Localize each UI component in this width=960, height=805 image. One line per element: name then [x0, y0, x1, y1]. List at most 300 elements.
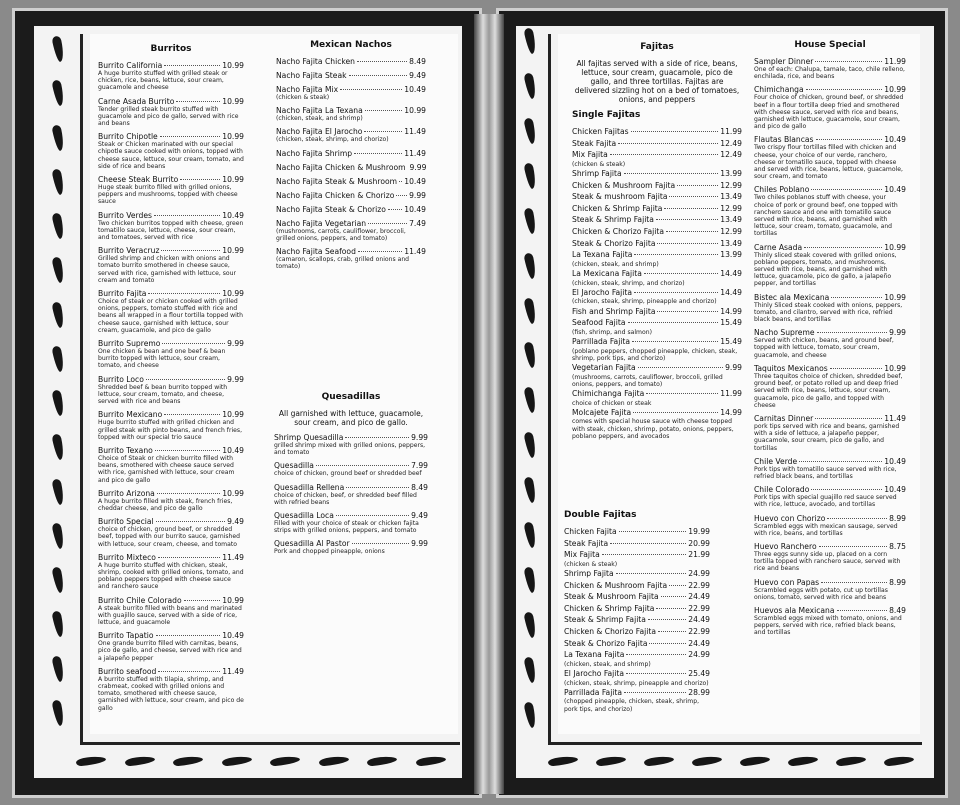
menu-item-row: [572, 204, 742, 215]
menu-item-row: [754, 606, 906, 615]
menu-item: [564, 627, 710, 638]
menu-item-price: 11.99: [720, 127, 742, 136]
menu-item: [98, 246, 244, 284]
menu-item-name: Huevo Ranchero: [754, 541, 817, 551]
menu-item-row: [564, 604, 710, 615]
menu-item-row: [98, 631, 244, 640]
menu-item-description: pork tips served with rice and beans, garnished with a side of lettuce, a jalapeño pepper, guacamole, sour cream, pico de gallo, and tortillas: [754, 422, 900, 452]
menu-item-list: [754, 57, 906, 637]
menu-item-name: Parrillada Fajita: [572, 336, 631, 346]
menu-item: [572, 150, 742, 168]
dot-leader: [180, 179, 220, 180]
chili-pepper-icon: [836, 755, 867, 766]
dot-leader: [164, 65, 220, 66]
menu-item: [98, 289, 244, 334]
menu-item-description: (chicken, steak, shrimp, and chorizo): [276, 136, 389, 144]
menu-item-price: 14.99: [720, 306, 742, 316]
menu-item-row: [754, 135, 906, 144]
menu-item: [754, 328, 906, 359]
menu-item-name: Nacho Fajita Shrimp: [276, 148, 353, 158]
menu-item-price: 10.99: [222, 410, 244, 420]
menu-item: [564, 581, 710, 592]
menu-item-name: Carne Asada: [754, 242, 803, 252]
chili-pepper-icon: [51, 80, 65, 107]
chili-pepper-icon: [51, 389, 65, 416]
dot-leader: [354, 153, 402, 154]
menu-item-price: 24.49: [688, 592, 710, 602]
chili-pepper-icon: [51, 434, 65, 461]
dot-leader: [349, 75, 408, 76]
left-page-rule: [80, 34, 83, 744]
menu-item-price: 21.99: [688, 550, 710, 560]
menu-item: [572, 250, 742, 268]
dot-leader: [677, 185, 718, 186]
menu-item-price: 10.49: [884, 185, 906, 195]
dot-leader: [619, 531, 687, 532]
menu-item-price: 10.99: [884, 242, 906, 252]
menu-item-price: 25.49: [688, 668, 710, 678]
menu-item-price: 11.99: [884, 57, 906, 66]
menu-item-row: [98, 517, 244, 526]
menu-item-price: 10.99: [222, 289, 244, 299]
menu-item-price: 9.49: [409, 71, 426, 80]
dot-leader: [819, 546, 887, 547]
menu-item-row: [564, 669, 710, 680]
menu-item-price: 11.49: [404, 148, 426, 158]
menu-item: [98, 175, 244, 206]
menu-item-name: Burrito seafood: [98, 666, 157, 676]
chili-pepper-icon: [51, 699, 65, 726]
menu-item-description: Served with chicken, beans, and ground beef, topped with lettuce, tomato, sour cream, guacamole, and cheese: [754, 337, 894, 359]
menu-item-price: 13.49: [720, 192, 742, 202]
menu-item-list: [98, 61, 244, 712]
menu-item-name: La Mexicana Fajita: [572, 268, 642, 278]
menu-item-name: Chile Colorado: [754, 485, 810, 495]
menu-item-row: [754, 57, 906, 66]
menu-item: [754, 606, 906, 637]
menu-item-price: 24.99: [688, 650, 710, 660]
left-pepper-border: [48, 36, 68, 726]
menu-item: [572, 215, 742, 226]
dot-leader: [162, 343, 225, 344]
menu-item: [564, 688, 710, 713]
menu-item-price: 9.99: [227, 374, 244, 384]
menu-item-price: 13.99: [720, 168, 742, 178]
dot-leader: [610, 154, 719, 155]
menu-item-description: (chicken & steak): [564, 560, 618, 568]
chili-pepper-icon: [523, 701, 537, 728]
menu-item-name: Seafood Fajita: [572, 318, 626, 328]
dot-leader: [815, 61, 882, 62]
dot-leader: [648, 619, 686, 620]
menu-item-description: comes with special house sauce with cheese topped with steak, chicken, shrimp, potato, onions, peppers, poblano peppers, and avocados: [572, 418, 734, 440]
menu-item-price: 10.99: [404, 106, 426, 116]
dot-leader: [148, 293, 220, 294]
burritos-title: Burritos: [150, 44, 192, 54]
menu-item-row: [564, 627, 710, 638]
menu-item-price: 9.99: [411, 539, 428, 549]
menu-item: [564, 639, 710, 650]
burritos-section: [98, 44, 244, 717]
menu-item-row: [564, 527, 710, 538]
menu-item-row: [98, 339, 244, 348]
menu-item-price: 10.49: [404, 176, 426, 186]
menu-item-name: Burrito Fajita: [98, 289, 147, 299]
dot-leader: [664, 208, 718, 209]
chili-pepper-icon: [76, 755, 107, 766]
menu-item-row: [572, 318, 742, 329]
dot-leader: [155, 450, 220, 451]
menu-item-description: A steak burrito filled with beans and marinated with guajillo sauce, served with a side of rice, lettuce, and guacamole: [98, 604, 242, 626]
menu-item-name: Steak & Chorizo Fajita: [564, 638, 648, 648]
menu-item-price: 10.49: [404, 204, 426, 214]
menu-item: [276, 163, 426, 172]
menu-item-row: [276, 127, 426, 136]
chili-pepper-icon: [51, 35, 65, 62]
menu-item-price: 11.49: [222, 666, 244, 676]
menu-item-name: Burrito Supremo: [98, 339, 161, 349]
menu-item-description: Grilled shrimp and chicken with onions and tomato burrito smothered in cheese sauce, served with rice, garnished with lettuce, sour cream and tomato: [98, 255, 236, 284]
menu-item-price: 10.49: [404, 85, 426, 94]
menu-item-description: (poblano peppers, chopped pineapple, chicken, steak, shrimp, pork tips, and chorizo): [572, 347, 738, 362]
menu-item-description: choice of chicken or steak: [572, 399, 652, 407]
menu-item-row: [274, 539, 428, 548]
menu-item-description: Tender grilled steak burrito stuffed with guacamole and pico de gallo, served with rice and beans: [98, 105, 239, 128]
chili-pepper-icon: [51, 611, 65, 638]
dot-leader: [602, 554, 687, 555]
menu-item: [98, 631, 244, 662]
menu-item-price: 10.99: [222, 246, 244, 256]
menu-item-name: Steak Fajita: [564, 538, 609, 548]
chili-pepper-icon: [523, 342, 537, 369]
menu-item-row: [98, 211, 244, 220]
menu-item-row: [276, 71, 426, 80]
dot-leader: [632, 341, 718, 342]
menu-item: [98, 211, 244, 242]
chili-pepper-icon: [51, 345, 65, 372]
menu-item: [276, 149, 426, 158]
menu-item-name: Burrito Arizona: [98, 488, 155, 498]
menu-item: [572, 318, 742, 336]
dot-leader: [346, 487, 409, 488]
chili-pepper-icon: [523, 162, 537, 189]
menu-item-description: (chopped pineapple, chicken, steak, shrimp, pork tips, and chorizo): [564, 698, 700, 713]
menu-item-description: Two crispy flour tortillas filled with chicken and cheese, your choice of our verde, ranchero, cheese or tomatillo sauce, topped with cheese and served with rice, beans, lettuce, guacamole, sour cream, and tomato: [754, 144, 903, 181]
dot-leader: [156, 635, 221, 636]
menu-item-name: Carne Asada Burrito: [98, 96, 175, 106]
dot-leader: [631, 131, 719, 132]
menu-item: [572, 288, 742, 306]
menu-item-list: [276, 57, 426, 270]
dot-leader: [368, 223, 407, 224]
dot-leader: [799, 461, 882, 462]
menu-item-row: [276, 219, 426, 228]
menu-item-row: [754, 578, 906, 587]
menu-item: [564, 604, 710, 615]
dot-leader: [161, 250, 220, 251]
menu-item-name: El Jarocho Fajita: [572, 287, 633, 297]
menu-item-price: 13.99: [720, 250, 742, 260]
double-fajitas-title: Double Fajitas: [564, 510, 637, 520]
menu-item-row: [276, 177, 426, 186]
menu-item-row: [572, 250, 742, 261]
dot-leader: [626, 673, 686, 674]
dot-leader: [164, 414, 220, 415]
menu-item-row: [274, 511, 428, 520]
menu-item: [572, 139, 742, 150]
menu-item-name: Huevo con Papas: [754, 577, 820, 587]
menu-item-row: [276, 149, 426, 158]
menu-item: [564, 650, 710, 668]
menu-item-price: 14.49: [720, 287, 742, 297]
menu-item-name: Quesadilla: [274, 461, 314, 471]
menu-item-name: Chicken & Mushroom Fajita: [564, 580, 668, 590]
dot-leader: [365, 110, 402, 111]
menu-item: [274, 483, 428, 506]
menu-item-price: 13.49: [720, 238, 742, 248]
nachos-section: [276, 40, 426, 275]
menu-item: [572, 204, 742, 215]
menu-item-description: (mushrooms, carrots, cauliflower, broccoli, grilled onions, peppers, and tomato): [276, 227, 406, 242]
menu-item-row: [572, 337, 742, 348]
chili-pepper-icon: [523, 207, 537, 234]
menu-item-price: 12.49: [720, 138, 742, 148]
dot-leader: [340, 89, 402, 90]
menu-item: [564, 527, 710, 538]
menu-item: [754, 243, 906, 288]
menu-item-description: Choice of Steak or chicken burrito filled with beans, smothered with cheese sauce served with rice, garnished with lettuce, sour cream and pico de gallo: [98, 454, 235, 484]
menu-item-price: 9.99: [409, 162, 427, 172]
menu-item-name: Chicken Fajitas: [572, 127, 629, 136]
menu-item-description: Huge steak burrito filled with grilled onions, peppers and mushrooms, topped with cheese sauce: [98, 184, 238, 206]
menu-item-description: (chicken & steak): [276, 94, 330, 101]
dot-leader: [357, 61, 407, 62]
menu-item-description: One of each: Chalupa, tamale, taco, chile relleno, enchilada, rice, and beans: [754, 66, 905, 81]
menu-item-name: Nacho Fajita Seafood: [276, 247, 356, 257]
menu-item: [276, 127, 426, 143]
menu-item-row: [572, 307, 742, 318]
menu-item-row: [572, 181, 742, 192]
menu-item-price: 9.99: [409, 190, 426, 200]
menu-item-description: choice of chicken, beef, or shredded beef filled with refried beans: [274, 491, 417, 506]
menu-item-price: 12.49: [720, 150, 742, 160]
menu-item: [572, 239, 742, 250]
dot-leader: [618, 143, 718, 144]
menu-item-price: 14.49: [720, 268, 742, 278]
dot-leader: [388, 209, 402, 210]
menu-item-description: Steak or Chicken marinated with our special chipotle sauce cooked with onions, topped with cheese sauce, lettuce, sour cream, tomato, and side of rice and beans: [98, 141, 244, 170]
left-bottom-pepper-border: [76, 754, 446, 768]
menu-item-row: [564, 539, 710, 550]
chili-pepper-icon: [51, 168, 65, 195]
menu-item-price: 10.99: [884, 292, 906, 302]
menu-item-price: 8.49: [409, 57, 426, 66]
dot-leader: [610, 543, 686, 544]
menu-item-list: [572, 127, 742, 440]
chili-pepper-icon: [51, 478, 65, 505]
menu-item-description: (chicken, steak, and shrimp): [276, 115, 363, 123]
menu-item-name: Sampler Dinner: [754, 57, 814, 66]
menu-item-row: [564, 688, 710, 699]
dot-leader: [626, 654, 686, 655]
menu-item-price: 24.49: [688, 638, 710, 648]
quesadillas-section: [274, 392, 428, 561]
menu-item-price: 10.99: [222, 61, 244, 70]
menu-item-description: Pork tips with tomatillo sauce served with rice, refried black beans, and tortillas: [754, 465, 897, 480]
right-pepper-border: [520, 28, 540, 728]
menu-item: [754, 135, 906, 180]
menu-item-name: Quesadilla Rellena: [274, 482, 345, 492]
menu-item-row: [98, 132, 244, 141]
dot-leader: [816, 139, 883, 140]
menu-item-description: Thinly sliced steak covered with grilled onions, poblano peppers, tomato, and mushrooms, served with rice, beans, and garnished with lettuce, guacamole, pico de gallo, a jalapeño pepper, and tortillas: [754, 251, 897, 288]
dot-leader: [657, 311, 718, 312]
chili-pepper-icon: [51, 522, 65, 549]
menu-item-name: Shrimp Fajita: [572, 168, 622, 178]
menu-item: [276, 85, 426, 101]
chili-pepper-icon: [51, 655, 65, 682]
menu-item-name: Burrito Texano: [98, 445, 153, 455]
menu-item-price: 8.99: [889, 577, 906, 587]
menu-item-name: Mix Fajita: [564, 550, 600, 560]
menu-item-row: [98, 175, 244, 184]
menu-item-row: [572, 192, 742, 203]
menu-item-price: 15.49: [720, 336, 742, 346]
menu-item-name: Huevo con Chorizo: [754, 513, 826, 523]
menu-item-description: One chicken & bean and one beef & bean burrito topped with lettuce, sour cream, tomato, and cheese: [98, 348, 226, 370]
dot-leader: [364, 131, 402, 132]
menu-item-row: [276, 247, 426, 256]
menu-item-name: Quesadilla Al Pastor: [274, 539, 350, 549]
menu-item: [98, 489, 244, 512]
chili-pepper-icon: [523, 72, 537, 99]
menu-item: [564, 569, 710, 580]
menu-item: [98, 446, 244, 484]
menu-item-row: [276, 106, 426, 115]
dot-leader: [638, 367, 723, 368]
menu-item: [754, 57, 906, 80]
quesadillas-subtitle: All garnished with lettuce, guacamole, sour cream, and pico de gallo.: [278, 409, 424, 427]
chili-pepper-icon: [51, 257, 65, 284]
dot-leader: [669, 196, 718, 197]
menu-item: [572, 181, 742, 192]
menu-item-name: Chicken & Shrimp Fajita: [572, 203, 663, 213]
chili-pepper-icon: [788, 755, 819, 766]
menu-item-row: [98, 410, 244, 419]
menu-item-name: Nacho Fajita Steak: [276, 71, 347, 80]
menu-item-row: [754, 243, 906, 252]
menu-item-name: Chicken & Mushroom Fajita: [572, 180, 676, 190]
menu-item-price: 28.99: [688, 687, 710, 697]
menu-item-name: Fish and Shrimp Fajita: [572, 306, 656, 316]
dot-leader: [624, 692, 686, 693]
dot-leader: [634, 254, 718, 255]
chili-pepper-icon: [523, 521, 537, 548]
menu-item-description: Scrambled eggs with potato, cut up tortillas onions, tomato, served with rice and beans: [754, 586, 888, 601]
menu-item-price: 8.99: [889, 513, 906, 523]
menu-item-price: 11.49: [404, 247, 426, 257]
dot-leader: [827, 518, 887, 519]
menu-item-price: 12.99: [720, 203, 742, 213]
menu-item: [98, 61, 244, 92]
menu-item: [572, 227, 742, 238]
menu-item-row: [572, 227, 742, 238]
menu-item-price: 10.49: [884, 456, 906, 466]
dot-leader: [656, 608, 686, 609]
menu-item-description: A huge burrito stuffed with grilled steak or chicken, rice, beans, lettuce, sour cream, guacamole and cheese: [98, 70, 228, 92]
menu-item-price: 22.99: [688, 580, 710, 590]
menu-item-name: Chicken & Shrimp Fajita: [564, 603, 655, 613]
menu-item: [754, 414, 906, 452]
dot-leader: [624, 173, 719, 174]
menu-item-row: [564, 592, 710, 603]
menu-item-name: Chimichanga Fajita: [572, 388, 645, 398]
menu-item-row: [98, 246, 244, 255]
menu-item-name: Steak & Shrimp Fajita: [564, 615, 646, 625]
menu-item-name: Steak & Mushroom Fajita: [564, 592, 659, 602]
chili-pepper-icon: [270, 755, 301, 766]
menu-item: [564, 550, 710, 568]
menu-item-price: 10.49: [884, 135, 906, 145]
menu-item-row: [98, 489, 244, 498]
left-page-bottom-rule: [80, 742, 460, 745]
dot-leader: [352, 543, 409, 544]
chili-pepper-icon: [523, 611, 537, 638]
menu-item-description: A burrito stuffed with tilapia, shrimp, and crabmeat, cooked with grilled onions and tomato, smothered with cheese sauce, garnished with lettuce, sour cream, and pico de gallo: [98, 675, 244, 712]
menu-item-row: [564, 581, 710, 592]
menu-item-price: 24.99: [688, 568, 710, 578]
menu-item: [276, 71, 426, 80]
menu-item-price: 11.99: [720, 388, 742, 398]
chili-pepper-icon: [124, 755, 155, 766]
menu-item-name: Nacho Fajita Chicken: [276, 57, 355, 66]
menu-item-price: 12.99: [720, 180, 742, 190]
menu-item-price: 11.49: [222, 552, 244, 562]
menu-item-name: Nacho Fajita Chicken & Mushroom: [276, 162, 406, 172]
dot-leader: [154, 215, 220, 216]
menu-item: [98, 553, 244, 591]
menu-item-price: 8.49: [889, 605, 906, 615]
menu-item-name: Nacho Supreme: [754, 328, 815, 338]
menu-item-price: 8.49: [411, 482, 428, 492]
menu-item-name: Steak & mushroom Fajita: [572, 192, 668, 202]
menu-item-price: 7.49: [409, 218, 426, 228]
dot-leader: [817, 332, 888, 333]
menu-item: [572, 169, 742, 180]
double-fajitas-section: [564, 510, 710, 714]
menu-item-price: 10.99: [222, 96, 244, 106]
menu-item-row: [98, 596, 244, 605]
menu-item-name: Bistec ala Mexicana: [754, 292, 830, 302]
menu-item-description: (chicken, steak, and shrimp): [572, 260, 659, 268]
chili-pepper-icon: [523, 656, 537, 683]
menu-item: [754, 578, 906, 601]
menu-item-row: [564, 550, 710, 561]
dot-leader: [821, 582, 887, 583]
dot-leader: [158, 671, 220, 672]
menu-item-name: Shrimp Fajita: [564, 568, 614, 578]
right-bottom-pepper-border: [548, 754, 914, 768]
menu-item-name: Nacho Fajita Mix: [276, 85, 339, 94]
menu-item-description: One grande burrito filled with carnitas, beans, pico de gallo, and cheese, served with rice and a jalapeño pepper: [98, 640, 242, 662]
menu-item-name: Huevos ala Mexicana: [754, 605, 835, 615]
menu-item: [572, 408, 742, 440]
menu-item-description: (mushrooms, carrots, cauliflower, broccoli, grilled onions, peppers, and tomato): [572, 373, 723, 388]
dot-leader: [646, 393, 718, 394]
dot-leader: [804, 247, 882, 248]
menu-item-description: (camaron, scallops, crab, grilled onions and tomato): [276, 256, 410, 271]
menu-item-list: [564, 527, 710, 713]
